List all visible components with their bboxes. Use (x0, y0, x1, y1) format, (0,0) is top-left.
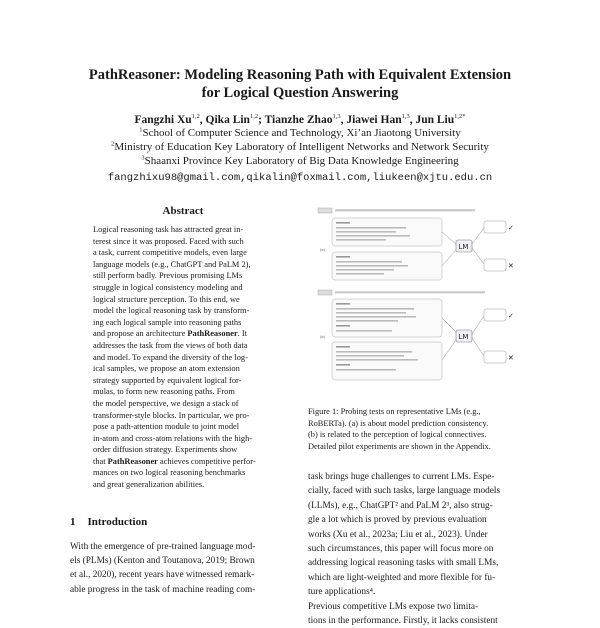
fig-a-header-line (335, 209, 475, 211)
abstract-line: logical structure perception. To this end, we (93, 294, 240, 304)
fig-b-label: (b) (320, 335, 326, 339)
affil-sup: 1 (139, 126, 143, 134)
body-line: cially, faced with such tasks, large language models (308, 486, 501, 497)
fig-a-header-box (318, 208, 332, 213)
fig-b-text-line (336, 312, 406, 314)
figure-panel-b (316, 288, 516, 388)
abstract-line: strategy supported by equivalent logical for- (93, 375, 242, 385)
author-name: Jun Liu (415, 114, 455, 126)
affil-text: Shaanxi Province Key Laboratory of Big Data Knowledge Engineering (144, 155, 459, 167)
author-affil-sup: 1,2 (191, 113, 200, 121)
fig-a-lm-label: LM (458, 243, 469, 251)
fig-b-header-line (335, 291, 485, 293)
fig-b-text-line (336, 355, 404, 357)
fig-a-arrow (472, 228, 484, 244)
fig-a-arrow (442, 250, 456, 266)
abstract-heading: Abstract (162, 205, 204, 217)
abstract-line: and great generalization abilities. (93, 480, 205, 490)
figure-caption (308, 406, 540, 452)
fig-b-input-box-2 (332, 342, 442, 380)
fig-a-output-box-1 (484, 221, 506, 233)
fig-a-text-line (336, 235, 410, 237)
abstract-line: struggle in logical consistency modeling and (93, 282, 243, 292)
body-line: such circumstances, this paper will focus more on (308, 544, 494, 555)
author-affil-sup: 1,2* (454, 113, 466, 121)
fig-a-text-line (336, 269, 394, 271)
check-icon: ✓ (508, 224, 514, 232)
abstract-line: order diffusion strategy. Experiments show (93, 445, 238, 455)
fig-a-text-line (336, 239, 386, 241)
body-line: (LLMs), e.g., ChatGPT² and PaLM 2³, also strug- (308, 500, 493, 511)
author-affil-sup: 1,3 (332, 113, 341, 121)
figure-1 (316, 206, 516, 396)
abstract-line: a task, current competitive models, even large (93, 248, 247, 258)
abstract-line: language models (e.g., ChatGPT and PaLM 2), (93, 259, 251, 269)
fig-a-text-line (336, 273, 384, 275)
title-line-2: for Logical Question Answering (201, 85, 399, 101)
affiliation-line (40, 126, 560, 140)
author-affil-sup: 1,2 (249, 113, 259, 121)
abstract-line: and propose an architecture PathReasoner. It (93, 329, 247, 339)
author-list: Fangzhi Xu$^{1,2}$, Qika Lin$^{1,2}$; Tianzhe Zhao$^{1,3}$, Jiawei Han$^{1,3}$, Jun Liu$^{1,2*}$ (134, 113, 466, 126)
fig-b-arrow (472, 338, 484, 356)
author-name: Qika Lin (205, 114, 250, 126)
fig-a-text-line (336, 222, 350, 224)
section-title: Introduction (87, 516, 148, 528)
fig-b-text-line (336, 369, 396, 371)
fig-a-arrow (472, 248, 484, 264)
affil-sup: 2 (111, 140, 115, 148)
author-affil-sup: 1,3 (401, 113, 410, 121)
abstract-body (93, 224, 279, 491)
author-name: Jiawei Han (346, 114, 402, 126)
affiliations (40, 126, 560, 168)
fig-b-text-line (336, 346, 350, 348)
fig-b-text-line (336, 351, 412, 353)
abstract-line: still perform badly. Previous promising LMs (93, 271, 243, 281)
fig-b-header-box (318, 290, 332, 295)
abstract-line: ical samples, we propose an atom extension (93, 364, 240, 374)
affiliation-line (40, 154, 560, 168)
abstract-line: that PathReasoner achieves competitive perfor- (93, 456, 256, 466)
fig-b-output-box-2 (484, 351, 506, 363)
abstract-line: transformer-style blocks. In particular, we pro- (93, 410, 250, 420)
bold-term: PathReasoner (107, 456, 158, 466)
abstract-line: Logical reasoning task has attracted great in- (93, 225, 244, 234)
body-line: ture applications⁴. (308, 587, 376, 598)
abstract-line: mulas, to form new reasoning paths. From (93, 387, 235, 397)
caption-line: (b) is related to the perception of logical connectives. (308, 430, 487, 440)
abstract-line: model the logical reasoning task by transform- (93, 306, 250, 316)
fig-a-label: (a) (320, 248, 326, 252)
fig-b-arrow (442, 318, 456, 332)
abstract-line: mances on two logical reasoning benchmarks (93, 468, 246, 478)
fig-b-text-line (336, 330, 392, 332)
caption-line: Figure 1: Probing tests on representative LMs (e.g., (308, 407, 481, 416)
body-line: works (Xu et al., 2023a; Liu et al., 2023). Under (308, 529, 488, 540)
check-icon: ✓ (508, 312, 514, 320)
fig-b-arrow (442, 340, 456, 360)
fig-b-text-line (336, 325, 350, 327)
fig-b-arrow (472, 316, 484, 334)
right-column-body (308, 470, 540, 628)
affil-text: School of Computer Science and Technology, Xi’an Jiaotong University (142, 127, 461, 139)
body-line: which are light-weighted and more flexible for fu- (308, 572, 496, 583)
title-line-1: PathReasoner: Modeling Reasoning Path with Equivalent Extension (88, 67, 512, 83)
intro-line: able progress in the task of machine reading com- (70, 584, 256, 595)
section-number: 1 (70, 516, 76, 528)
fig-b-output-box-1 (484, 309, 506, 321)
fig-a-text-line (336, 227, 406, 229)
abstract-line: addresses the task from the views of both data (93, 340, 248, 350)
body-line: gle a lot which is proved by previous evaluation (308, 515, 487, 526)
abstract-line: ing each logical sample into reasoning paths (93, 317, 242, 327)
abstract-line: and model. To expand the diversity of the log- (93, 352, 248, 362)
body-line: addressing logical reasoning tasks with small LMs, (308, 558, 499, 569)
fig-b-text-line (336, 308, 414, 310)
fig-b-text-line (336, 303, 350, 305)
abstract-line: in-atom and cross-atom relations with the high- (93, 433, 253, 443)
fig-b-text-line (336, 316, 416, 318)
abstract-line: terest since it was proposed. Faced with such (93, 236, 244, 246)
fig-a-text-line (336, 265, 408, 267)
intro-line: els (PLMs) (Kenton and Toutanova, 2019; Brown (70, 556, 255, 567)
author-emails: fangzhixu98@gmail.com,qikalin@foxmail.com,liukeen@xjtu.edu.cn (107, 172, 493, 184)
section-heading (70, 516, 147, 528)
cross-icon: ✕ (508, 262, 514, 270)
affil-text: Ministry of Education Key Laboratory of Intelligent Networks and Network Security (114, 141, 489, 153)
intro-body (70, 540, 302, 597)
body-line: tions in the performance. Firstly, it lacks consistent (308, 616, 498, 627)
author-name: Fangzhi Xu (134, 114, 192, 126)
fig-b-lm-label: LM (458, 333, 469, 341)
abstract-line: the model perspective, we design a stack of (93, 398, 239, 408)
fig-a-text-line (336, 256, 350, 258)
affil-sup: 3 (141, 154, 145, 162)
fig-b-text-line (336, 364, 350, 366)
abstract-line: pose a path-attention module to joint model (93, 422, 240, 432)
author-name: Tianzhe Zhao (264, 114, 333, 126)
paper-title (40, 66, 560, 102)
body-line: task brings huge challenges to current LMs. Espe- (308, 472, 495, 482)
cross-icon: ✕ (508, 354, 514, 362)
bold-term: PathReasoner (187, 329, 238, 339)
intro-line: et al., 2020), recent years have witnessed remark- (70, 570, 255, 581)
body-line: Previous competitive LMs expose two limita- (308, 601, 479, 612)
fig-a-text-line (336, 231, 396, 233)
fig-b-text-line (336, 320, 398, 322)
caption-line: Detailed pilot experiments are shown in the Appendix. (308, 441, 491, 451)
intro-line: With the emergence of pre-trained language mod- (70, 542, 256, 552)
caption-line: RoBERTa). (a) is about model prediction consistency. (308, 418, 489, 428)
figure-panel-a (316, 206, 516, 286)
fig-b-text-line (336, 359, 418, 361)
affiliation-line (40, 140, 560, 154)
fig-a-text-line (336, 261, 402, 263)
fig-a-arrow (442, 232, 456, 244)
fig-a-output-box-2 (484, 259, 506, 271)
